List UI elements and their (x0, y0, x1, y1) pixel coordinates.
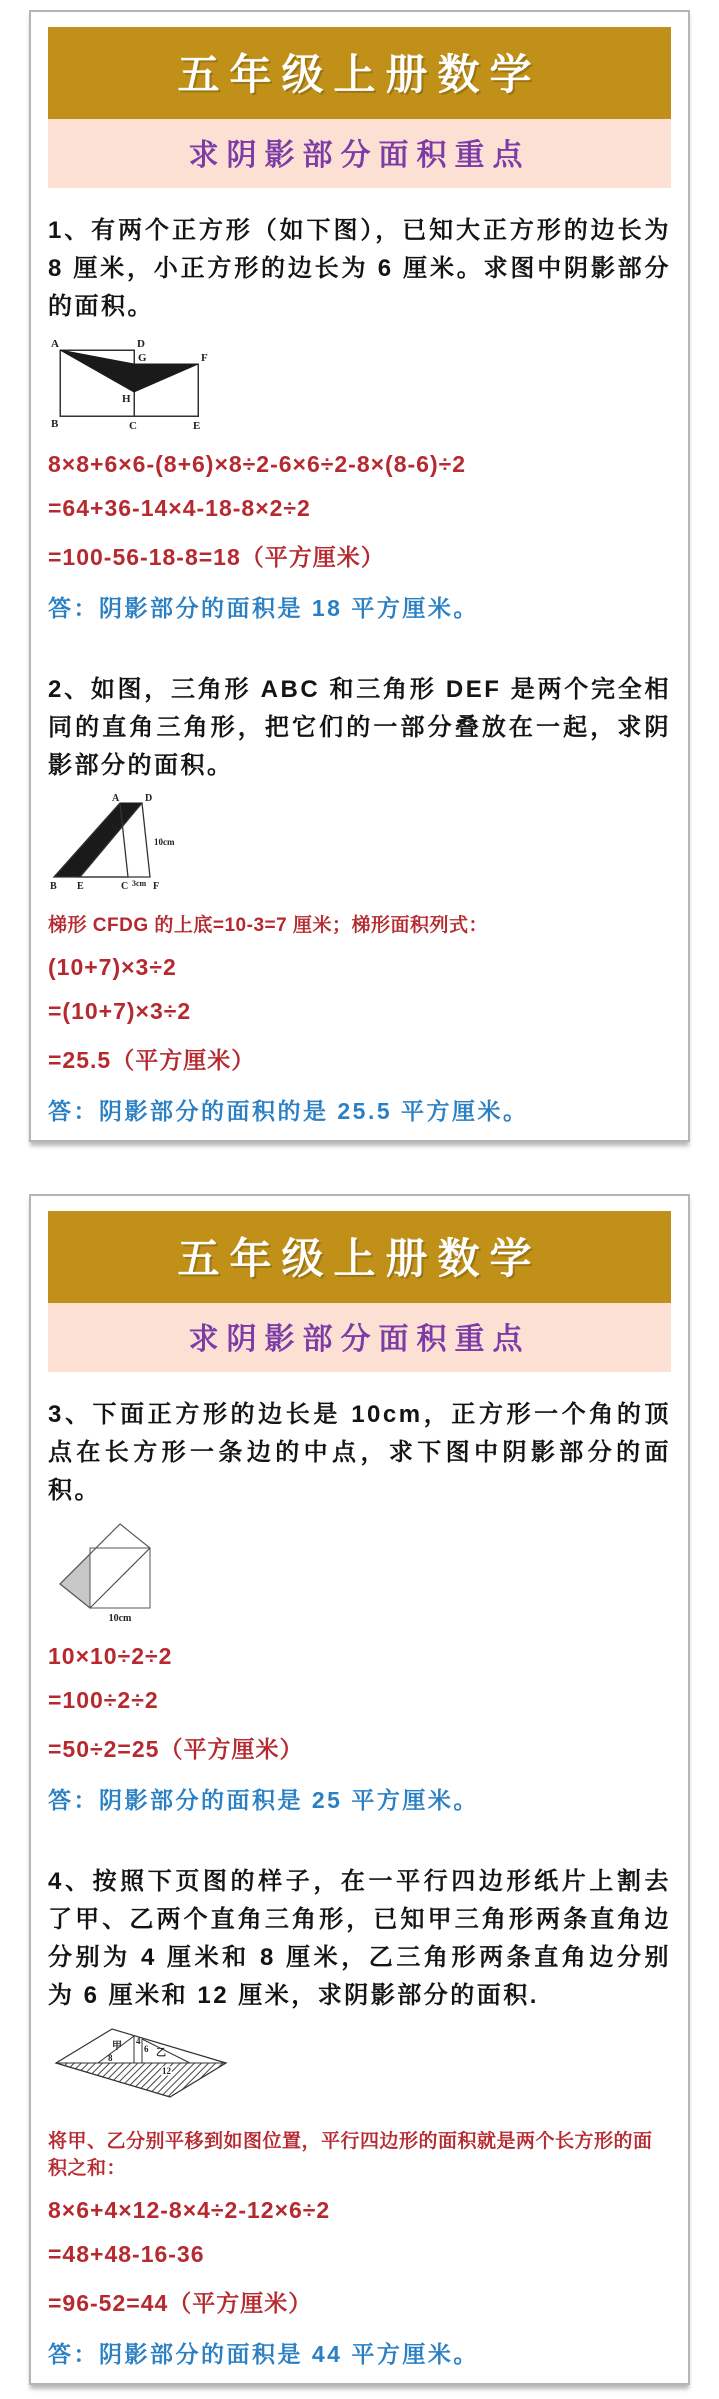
label-12: 12 (162, 2066, 171, 2076)
vertex-label-a: A (112, 793, 120, 804)
problem-2-diagram (50, 793, 205, 895)
shaded-region (60, 1554, 90, 1608)
shaded-region (54, 803, 142, 877)
label-jia: 甲 (112, 2041, 122, 2052)
problem-1 (48, 212, 671, 623)
vertex-label-g: G (138, 352, 147, 364)
dimension-10cm: 10cm (154, 837, 175, 847)
vertex-label-d: D (145, 793, 153, 804)
problem-1-solution-line-3: =100-56-18-8=18（平方厘米） (48, 544, 385, 570)
label-4: 4 (136, 2036, 141, 2046)
card-1-title: 五年级上册数学 (177, 51, 542, 98)
problem-3-diagram (50, 1518, 195, 1626)
problem-1-solution-line-1: 8×8+6×6-(8+6)×8÷2-6×6÷2-8×(8-6)÷2 (48, 451, 467, 477)
card-2-title: 五年级上册数学 (177, 1235, 542, 1282)
problem-4-answer: 答：阴影部分的面积是 44 平方厘米。 (48, 2341, 479, 2367)
problem-3-solution-line-2: =100÷2÷2 (48, 1687, 159, 1713)
worksheet-card-2 (29, 1194, 690, 2385)
problem-3-statement: 3、下面正方形的边长是 10cm，正方形一个角的顶点在长方形一条边的中点，求下图中阴影部分的面积。 (48, 1401, 671, 1504)
label-8: 8 (108, 2053, 113, 2063)
dimension-10cm: 10cm (108, 1613, 132, 1624)
problem-2-solution-note: 梯形 CFDG 的上底=10-3=7 厘米；梯形面积列式： (48, 915, 488, 936)
worksheet-card-1 (29, 10, 690, 1142)
dimension-3cm: 3cm (132, 879, 147, 888)
triangle-yi-hypotenuse (142, 2039, 190, 2063)
problem-4-solution-line-3: =96-52=44（平方厘米） (48, 2290, 313, 2316)
vertex-label-d: D (137, 338, 145, 350)
shaded-region (60, 350, 198, 392)
problem-4-solution-line-2: =48+48-16-36 (48, 2241, 205, 2267)
problem-2-statement: 2、如图，三角形 ABC 和三角形 DEF 是两个完全相同的直角三角形，把它们的一部分叠放在一起，求阴影部分的面积。 (48, 676, 671, 779)
problem-4 (48, 1863, 671, 2369)
problem-1-answer: 答：阴影部分的面积是 18 平方厘米。 (48, 595, 479, 621)
vertex-label-h: H (122, 393, 131, 405)
problem-1-diagram (50, 334, 220, 434)
problem-2-solution-line-3: =25.5（平方厘米） (48, 1047, 256, 1073)
problem-2-solution-line-2: =(10+7)×3÷2 (48, 998, 192, 1024)
vertex-label-f: F (201, 352, 208, 364)
vertex-label-e: E (193, 420, 201, 432)
problem-4-solution-note: 将甲、乙分别平移到如图位置，平行四边形的面积就是两个长方形的面积之和： (48, 2131, 653, 2179)
card-1-header-banner (48, 27, 671, 119)
shaded-region (56, 2063, 226, 2097)
problem-3-answer: 答：阴影部分的面积是 25 平方厘米。 (48, 1787, 479, 1813)
card-2-subheader-banner (48, 1303, 671, 1372)
vertex-label-f: F (153, 881, 160, 892)
vertex-label-e: E (77, 881, 84, 892)
vertex-label-a: A (51, 338, 59, 350)
vertex-label-c: C (129, 420, 137, 432)
tilted-square (60, 1524, 150, 1608)
problem-2 (48, 671, 671, 1126)
problem-1-solution-line-2: =64+36-14×4-18-8×2÷2 (48, 495, 311, 521)
label-6: 6 (144, 2044, 149, 2054)
problem-1-statement: 1、有两个正方形（如下图），已知大正方形的边长为 8 厘米，小正方形的边长为 6 厘米。求图中阴影部分的面积。 (48, 217, 671, 320)
vertex-label-g: G (111, 821, 119, 831)
card-1-subtitle: 求阴影部分面积重点 (188, 139, 531, 172)
card-1-subheader-banner (48, 119, 671, 188)
problem-4-diagram (50, 2023, 240, 2111)
vertex-label-b: B (51, 418, 59, 430)
problem-2-solution-line-1: (10+7)×3÷2 (48, 954, 177, 980)
label-yi: 乙 (156, 2048, 166, 2059)
vertex-label-b: B (50, 881, 57, 892)
problem-3-solution-line-3: =50÷2=25（平方厘米） (48, 1736, 304, 1762)
problem-4-statement: 4、按照下页图的样子，在一平行四边形纸片上割去了甲、乙两个直角三角形，已知甲三角形两条直角边分别为 4 厘米和 8 厘米，乙三角形两条直角边分别为 6 厘米和 12 厘米，求阴影部分的面积. (48, 1868, 671, 2009)
card-2-subtitle: 求阴影部分面积重点 (188, 1323, 531, 1356)
problem-4-solution-line-1: 8×6+4×12-8×4÷2-12×6÷2 (48, 2197, 331, 2223)
card-2-header-banner (48, 1211, 671, 1303)
problem-3-solution-line-1: 10×10÷2÷2 (48, 1643, 173, 1669)
problem-2-answer: 答：阴影部分的面积的是 25.5 平方厘米。 (48, 1098, 529, 1124)
vertex-label-c: C (121, 881, 129, 892)
problem-3 (48, 1396, 671, 1815)
